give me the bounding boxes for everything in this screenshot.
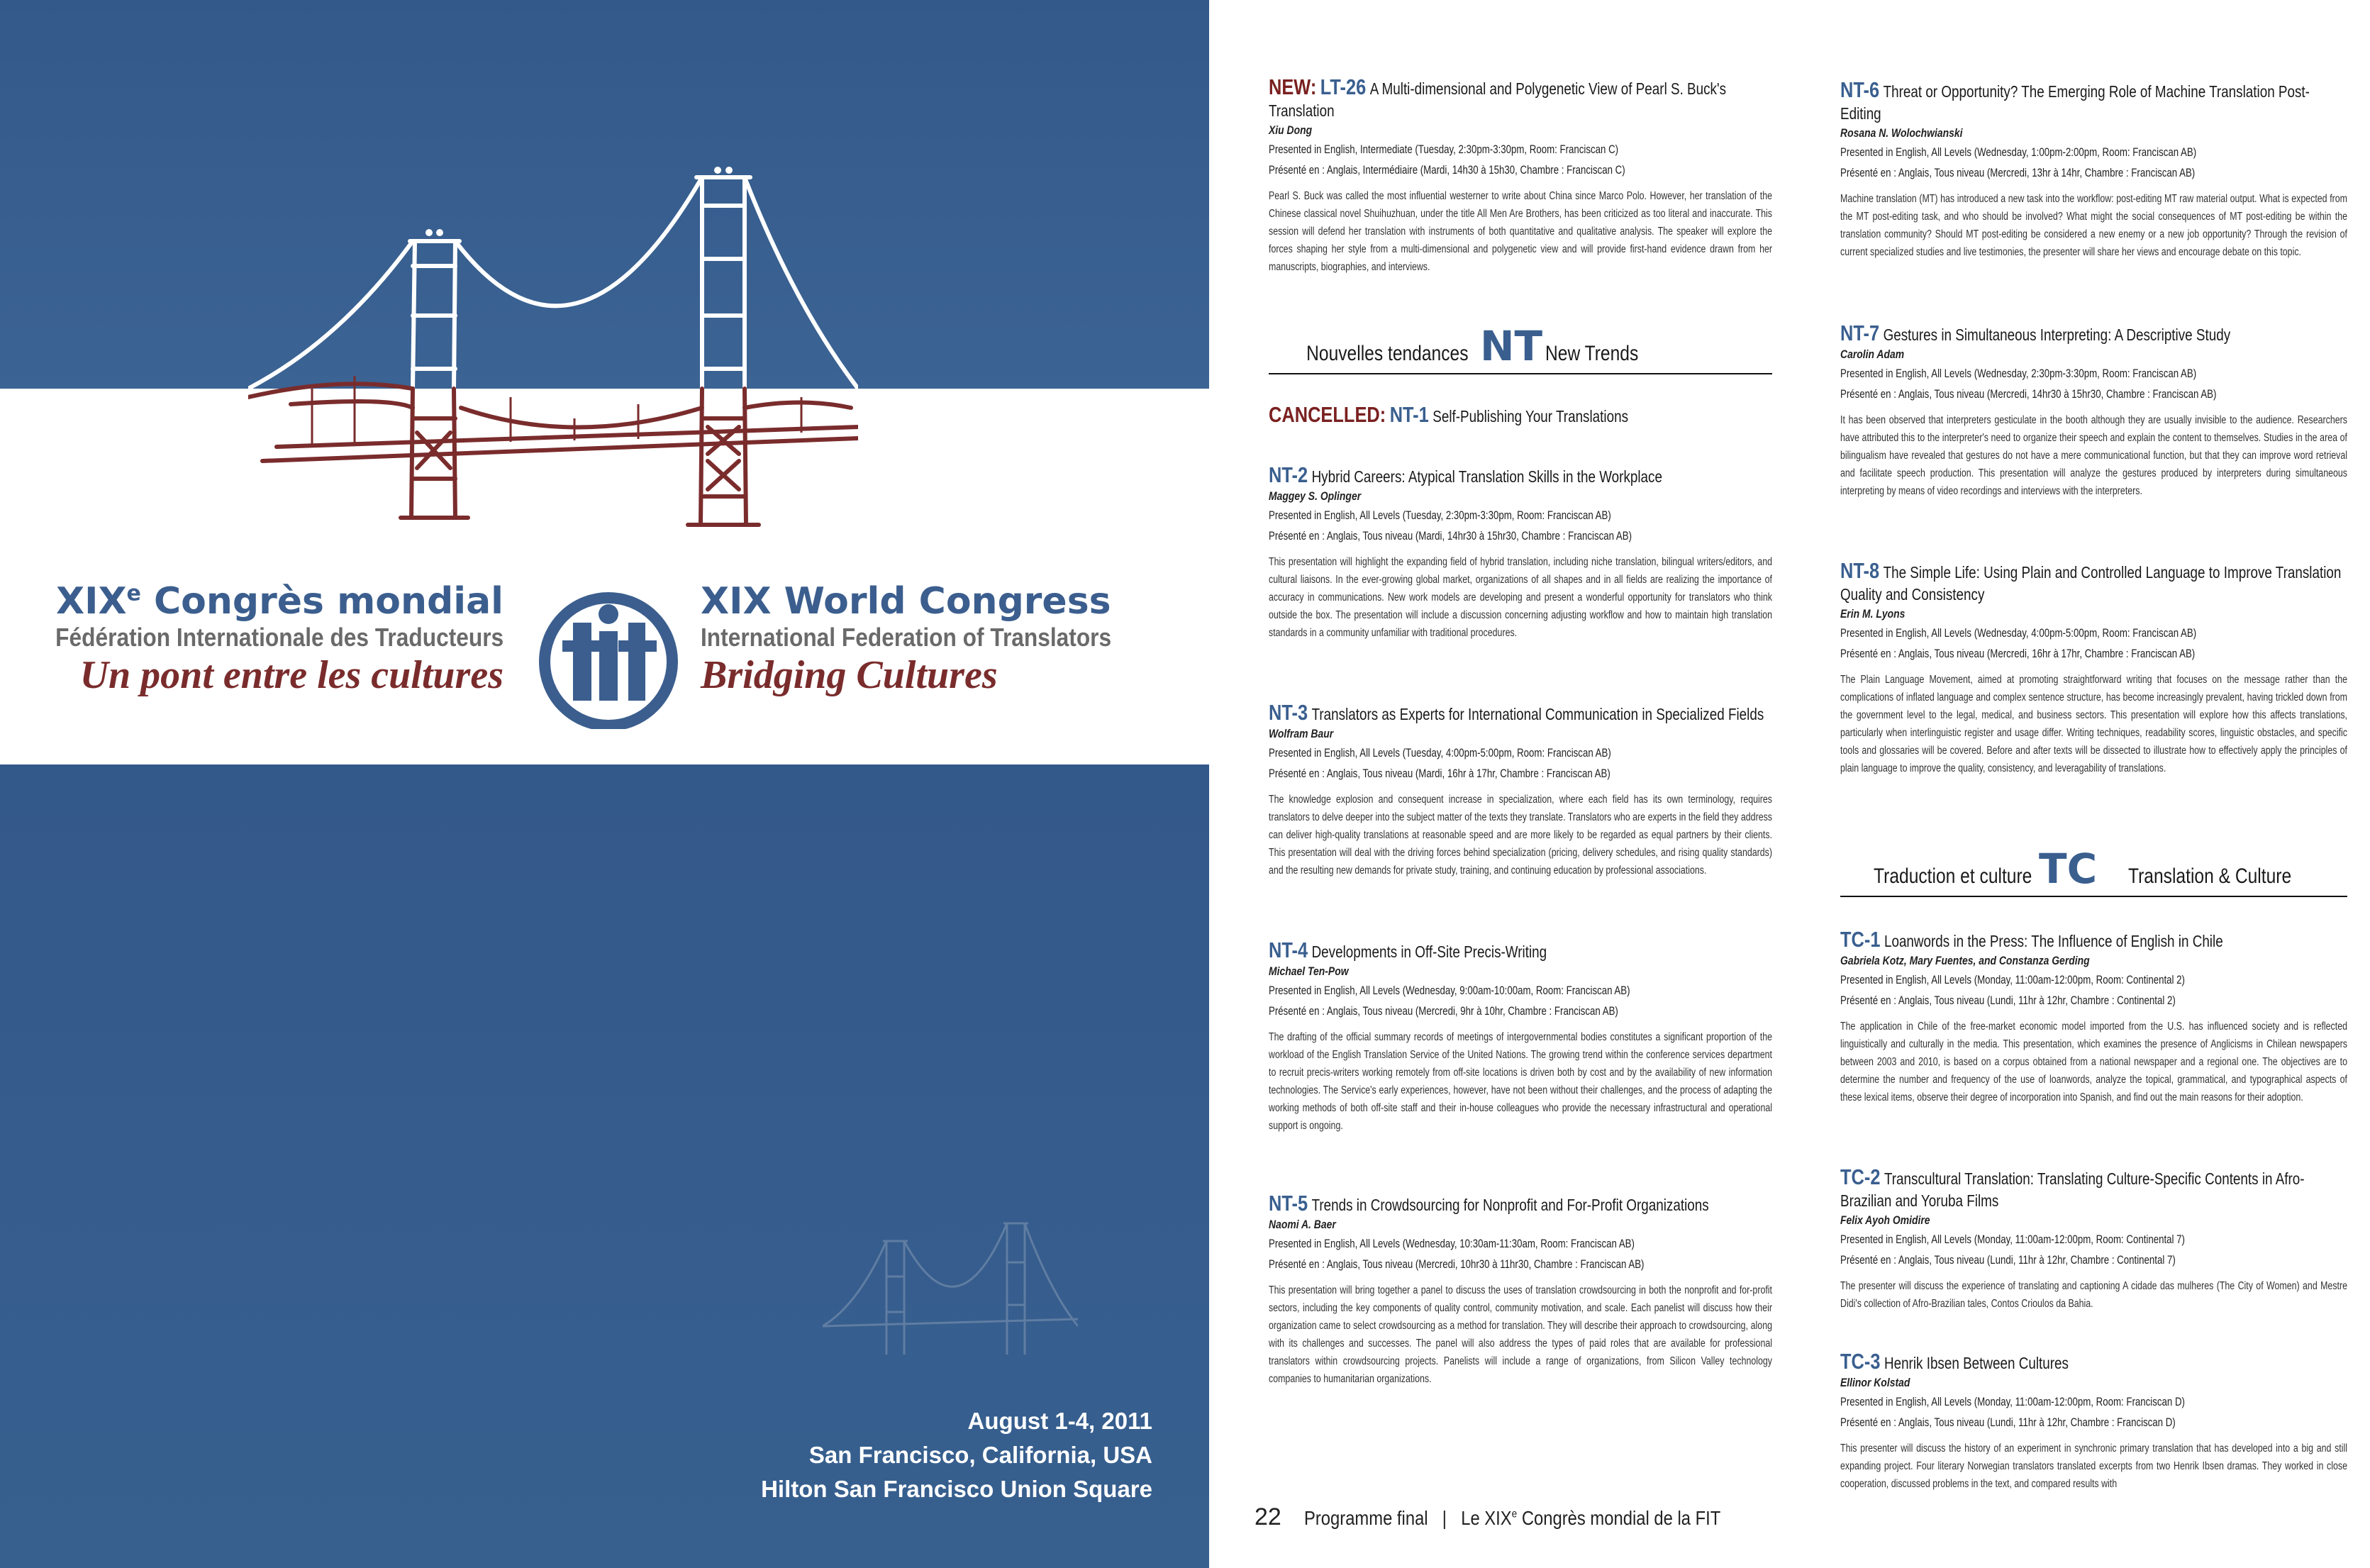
session-meta-en: Presented in English, Intermediate (Tuesday, 2:30pm-3:30pm, Room: Franciscan C) (1269, 143, 1619, 156)
session-author: Ellinor Kolstad (1840, 1376, 1910, 1389)
cancelled-flag: CANCELLED: (1269, 402, 1386, 427)
session-author: Gabriela Kotz, Mary Fuentes, and Constanza Gerding (1840, 954, 2090, 967)
session-meta-fr: Présenté en : Anglais, Tous niveau (Mercredi, 16hr à 17hr, Chambre : Franciscan AB) (1840, 647, 2196, 660)
session-meta-fr: Présenté en : Anglais, Tous niveau (Mardi, 14hr30 à 15hr30, Chambre : Franciscan AB) (1269, 529, 1632, 543)
session-heading (1840, 1351, 2347, 1374)
session-meta-en: Presented in English, All Levels (Monday, 11:00am-12:00pm, Room: Continental 7) (1840, 1233, 2185, 1246)
session-meta-en: Presented in English, All Levels (Wednesday, 4:00pm-5:00pm, Room: Franciscan AB) (1840, 626, 2197, 640)
cover-fr-title (0, 580, 504, 623)
session-meta-en: Presented in English, All Levels (Wednesday, 1:00pm-2:00pm, Room: Franciscan AB) (1840, 145, 2197, 159)
session-nt1 (1269, 404, 1772, 428)
session-author: Rosana N. Wolochwianski (1840, 126, 1963, 140)
session-meta-fr: Présenté en : Anglais, Tous niveau (Mercredi, 14hr30 à 15hr30, Chambre : Franciscan AB) (1840, 387, 2217, 401)
session-author: Erin M. Lyons (1840, 607, 1906, 621)
fit-logo-icon (530, 580, 686, 729)
session-code: NT-2 (1269, 462, 1308, 487)
session-heading (1840, 560, 2347, 606)
cover-en-motto: Bridging Cultures (701, 653, 998, 697)
session-heading (1269, 74, 1772, 122)
footer-title-main: Le XIX (1461, 1507, 1512, 1529)
session-description: This presentation will bring together a panel to discuss the uses of translation crowdsourcing in both the nonprofit and for-profit sectors, including the key components of quality control, community motivation, and scale. Each panelist will discuss how their organization came to select crowdsourcing as a method for translation. They will describe their approach to crowdsourcing, along with its challenges and successes. The panel will also address the types of paid roles that are available for professional translators within crowdsourcing projects. Panelists will include a range of organizations, from Silicon Valley technology companies to humanitarian organizations. (1269, 1284, 1772, 1385)
cover-fr-org: Fédération Internationale des Traducteurs (55, 623, 504, 652)
session-heading (1840, 1164, 2347, 1212)
session-code: NT-6 (1840, 77, 1880, 102)
cover-fr-title-rest: Congrès mondial (140, 580, 504, 623)
session-heading (1269, 702, 1772, 725)
session-description: This presenter will discuss the history of an experiment in synchronic primary translation that has developed into a big and still expanding project. Four literary Norwegian translators translated excerpts from two Henrik Ibsen dramas. They worked in close cooperation, discussed problems in the text, and compared results with (1840, 1442, 2347, 1490)
session-heading (1840, 79, 2347, 125)
session-description: The application in Chile of the free-market economic model imported from the U.S. has influenced society and is reflected linguistically and culturally in the media. This presentation, which examines the presence of Anglicisms in Chilean newspapers between 2003 and 2010, is based on a corpus obtained from a national newspaper and a regional one. The objectives are to determine the number and frequency of the use of loanwords, analyze the topical, grammatical, and typographical aspects of these lexical items, observe their degree of incorporation into Spanish, and find out the main reasons for their adoption. (1840, 1021, 2347, 1103)
programme-page (1209, 0, 2370, 1568)
session-meta-fr: Présenté en : Anglais, Intermédiaire (Mardi, 14h30 à 15h30, Chambre : Franciscan C) (1269, 163, 1625, 177)
session-code: NT-8 (1840, 558, 1880, 583)
section-abbr: TC (2039, 845, 2098, 893)
cover-en-title-block (701, 580, 1167, 698)
section-abbr: NT (1480, 322, 1543, 370)
session-title: Transcultural Translation: Translating Culture-Specific Contents in Afro-Brazilian and Yoruba Films (1840, 1169, 2305, 1210)
session-title: Threat or Opportunity? The Emerging Role of Machine Translation Post-Editing (1840, 82, 2310, 123)
session-code: NT-3 (1269, 700, 1308, 725)
footer-label: Programme final (1304, 1507, 1428, 1529)
golden-gate-bridge-illustration (248, 163, 858, 532)
session-title: Translators as Experts for International Communication in Specialized Fields (1311, 705, 1764, 723)
page-footer (1254, 1503, 1794, 1531)
session-nt8 (1840, 560, 2347, 777)
session-description: Pearl S. Buck was called the most influential westerner to write about China since Marco Polo. However, her translation of the Chinese classical novel Shuihuzhuan, under the title All Men Are Brothers, has been criticized as too literal and inaccurate. This session will defend her translation with instruments of both quantitative and qualitative analysis. The speaker will explore the forces shaping her style from a multi-dimensional and polygenetic view and will provide first-hand evidence drawn from her manuscripts, biographies, and interviews. (1269, 190, 1772, 273)
session-code: NT-7 (1840, 321, 1880, 345)
session-description: The knowledge explosion and consequent increase in specialization, where each field has its own terminology, requires translators to delve deeper into the subject matter of the texts they translate. Translators who are experts in the field they address can deliver high-quality translations at reasonable speed and are more likely to be regarded as equal partners by their clients. This presentation will deal with the driving forces behind specialization (pricing, delivery schedules, and rising quality standards) and the resulting new demands for private study, training, and continuing education by professional associations. (1269, 794, 1772, 877)
cover-fr-motto: Un pont entre les cultures (79, 653, 504, 697)
session-heading (1840, 323, 2347, 346)
cover-en-org: International Federation of Translators (701, 623, 1112, 652)
session-title: The Simple Life: Using Plain and Controlled Language to Improve Translation Quality and Consistency (1840, 563, 2342, 604)
session-code: NT-5 (1269, 1191, 1308, 1216)
session-meta-en: Presented in English, All Levels (Tuesday, 4:00pm-5:00pm, Room: Franciscan AB) (1269, 746, 1611, 760)
session-meta-en: Presented in English, All Levels (Tuesday, 2:30pm-3:30pm, Room: Franciscan AB) (1269, 508, 1611, 522)
session-meta-en: Presented in English, All Levels (Monday, 11:00am-12:00pm, Room: Franciscan D) (1840, 1395, 2185, 1408)
session-title: Developments in Off-Site Precis-Writing (1311, 943, 1547, 961)
session-meta-fr: Présenté en : Anglais, Tous niveau (Mercredi, 13hr à 14hr, Chambre : Franciscan AB) (1840, 166, 2196, 179)
session-tc2 (1840, 1164, 2347, 1313)
session-meta-fr: Présenté en : Anglais, Tous niveau (Lundi, 11hr à 12hr, Chambre : Continental 7) (1840, 1253, 2176, 1267)
session-nt2 (1269, 462, 1772, 642)
page-number: 22 (1254, 1503, 1281, 1530)
session-heading (1269, 1193, 1772, 1216)
session-lt26 (1269, 74, 1772, 276)
session-description: This presentation will highlight the expanding field of hybrid translation, including niche translation, bilingual writers/editors, and cultural liaisons. In the ever-growing global market, organizations of all shapes and in all fields are realizing the importance of accuracy in communications. New work models are developing and present a wonderful opportunity for translators who think outside the box. The presentation will include a discussion concerning adjusting workflow and how to maintain high translation standards in a community unfamiliar with traditional procedures. (1269, 556, 1772, 639)
section-fr-title: Traduction et culture (1873, 864, 2032, 888)
session-nt3 (1269, 702, 1772, 879)
cover-fr-title-main: XIX (56, 580, 127, 623)
footer-title-sup: e (1511, 1508, 1518, 1520)
session-author: Felix Ayoh Omidire (1840, 1213, 1930, 1227)
session-meta-en: Presented in English, All Levels (Wednesday, 10:30am-11:30am, Room: Franciscan AB) (1269, 1237, 1635, 1250)
session-code: TC-2 (1840, 1164, 1881, 1189)
session-description: The Plain Language Movement, aimed at promoting straightforward writing that focuses on the message rather than the complications of inflated language and complex sentence structure, has become increasingly prevalent, having trickled down from the government level to the legal, medical, and business sectors. This presentation will explore how this affects translations, particularly when interlinguistic register and usage differ. Writing techniques, readability scores, linguistic obstacles, and specific tools and glossaries will be covered. Before and after texts will be dissected to illustrate how to effectively apply the principles of plain language to improve the quality, consistency, and leveragability of translations. (1840, 674, 2347, 774)
session-code: NT-1 (1389, 402, 1429, 427)
session-description: It has been observed that interpreters gesticulate in the booth although they are usually invisible to the audience. Researchers have attributed this to the interpreter's need to organize their speech and explain the content to themselves. Studies in the area of bilingualism have revealed that gestures do not have a mere communicational function, but that they can improve word retrieval and facilitate speech production. This presentation will analyze the gestures produced by interpreters during simultaneous interpreting by means of video recordings and interviews with the interpreters. (1840, 414, 2347, 497)
session-author: Carolin Adam (1840, 347, 1905, 361)
session-code: NT-4 (1269, 938, 1308, 962)
section-en-title: New Trends (1545, 342, 1639, 365)
session-nt5 (1269, 1193, 1772, 1388)
session-nt4 (1269, 940, 1772, 1135)
session-meta-en: Presented in English, All Levels (Wednesday, 2:30pm-3:30pm, Room: Franciscan AB) (1840, 367, 2197, 380)
footer-separator: | (1442, 1507, 1447, 1529)
new-flag: NEW: (1269, 74, 1317, 99)
session-nt7 (1840, 323, 2347, 500)
event-city: San Francisco, California, USA (808, 1442, 1152, 1468)
session-tc3 (1840, 1351, 2347, 1493)
session-meta-fr: Présenté en : Anglais, Tous niveau (Mercredi, 9hr à 10hr, Chambre : Franciscan AB) (1269, 1004, 1618, 1018)
cover-en-title: XIX World Congress (701, 580, 1111, 623)
session-author: Maggey S. Oplinger (1269, 489, 1362, 503)
event-dates: August 1-4, 2011 (967, 1408, 1152, 1434)
session-title: Loanwords in the Press: The Influence of English in Chile (1884, 932, 2223, 950)
session-code: LT-26 (1320, 74, 1367, 99)
section-fr-title: Nouvelles tendances (1306, 342, 1469, 365)
session-meta-fr: Présenté en : Anglais, Tous niveau (Mardi, 16hr à 17hr, Chambre : Franciscan AB) (1269, 767, 1610, 780)
session-author: Michael Ten-Pow (1269, 964, 1349, 978)
session-title: Hybrid Careers: Atypical Translation Skills in the Workplace (1311, 467, 1662, 486)
session-description: The presenter will discuss the experience of translating and captioning A cidade das mulheres (The City of Women) and Mestre Didi's collection of Afro-Brazilian tales, Contos Crioulos da Bahia. (1840, 1280, 2347, 1310)
session-title: Trends in Crowdsourcing for Nonprofit and For-Profit Organizations (1311, 1196, 1709, 1214)
session-nt6 (1840, 79, 2347, 261)
section-en-title: Translation & Culture (2128, 864, 2292, 888)
cover-fr-title-sup: e (126, 581, 141, 606)
session-title: A Multi-dimensional and Polygenetic View of Pearl S. Buck's Translation (1269, 79, 1727, 120)
session-description: Machine translation (MT) has introduced a new task into the workflow: post-editing MT raw material output. What is expected from the MT post-editing task, and who should be involved? What might the social consequences of MT post-editing be within the translation community? Should MT post-editing be considered a new enemy or a new job opportunity? Through the revision of current specialized studies and live testimonies, the presenter will share her views and encourage debate on this topic. (1840, 193, 2347, 258)
footer-text (1304, 1507, 1720, 1530)
section-header-nt (1269, 322, 1772, 374)
session-heading (1269, 940, 1772, 963)
section-header-tc (1840, 847, 2347, 897)
session-heading (1840, 929, 2347, 952)
bridge-watermark-icon (823, 1220, 1078, 1362)
session-meta-en: Presented in English, All Levels (Monday, 11:00am-12:00pm, Room: Continental 2) (1840, 973, 2185, 986)
session-meta-fr: Présenté en : Anglais, Tous niveau (Lundi, 11hr à 12hr, Chambre : Franciscan D) (1840, 1416, 2176, 1429)
cover-fr-title-block (0, 580, 504, 698)
session-tc1 (1840, 929, 2347, 1106)
session-meta-fr: Présenté en : Anglais, Tous niveau (Mercredi, 10hr30 à 11hr30, Chambre : Franciscan AB) (1269, 1257, 1645, 1271)
session-title: Self-Publishing Your Translations (1432, 407, 1629, 426)
session-author: Wolfram Baur (1269, 727, 1334, 740)
session-heading (1269, 462, 1772, 488)
session-code: TC-3 (1840, 1349, 1881, 1374)
session-author: Xiu Dong (1269, 123, 1313, 137)
event-info (761, 1404, 1152, 1506)
session-title: Henrik Ibsen Between Cultures (1884, 1354, 2069, 1372)
session-code: TC-1 (1840, 927, 1881, 952)
session-title: Gestures in Simultaneous Interpreting: A Descriptive Study (1883, 326, 2231, 344)
session-author: Naomi A. Baer (1269, 1218, 1336, 1231)
session-meta-en: Presented in English, All Levels (Wednesday, 9:00am-10:00am, Room: Franciscan AB) (1269, 984, 1630, 997)
session-description: The drafting of the official summary records of meetings of intergovernmental bodies constitutes a significant proportion of the workload of the English Translation Service of the United Nations. The growing trend within the conference services department to recruit precis-writers working remotely from off-site locations is driven both by cost and by the availability of new information technologies. The Service's early experiences, however, have not been without their challenges, and the process of adapting the working methods of both off-site staff and their in-house colleagues who provide the necessary infrastructural and operational support is ongoing. (1269, 1031, 1772, 1132)
session-heading (1269, 404, 1772, 428)
event-venue: Hilton San Francisco Union Square (761, 1476, 1152, 1502)
footer-title-rest: Congrès mondial de la FIT (1517, 1507, 1721, 1529)
session-meta-fr: Présenté en : Anglais, Tous niveau (Lundi, 11hr à 12hr, Chambre : Continental 2) (1840, 994, 2176, 1007)
